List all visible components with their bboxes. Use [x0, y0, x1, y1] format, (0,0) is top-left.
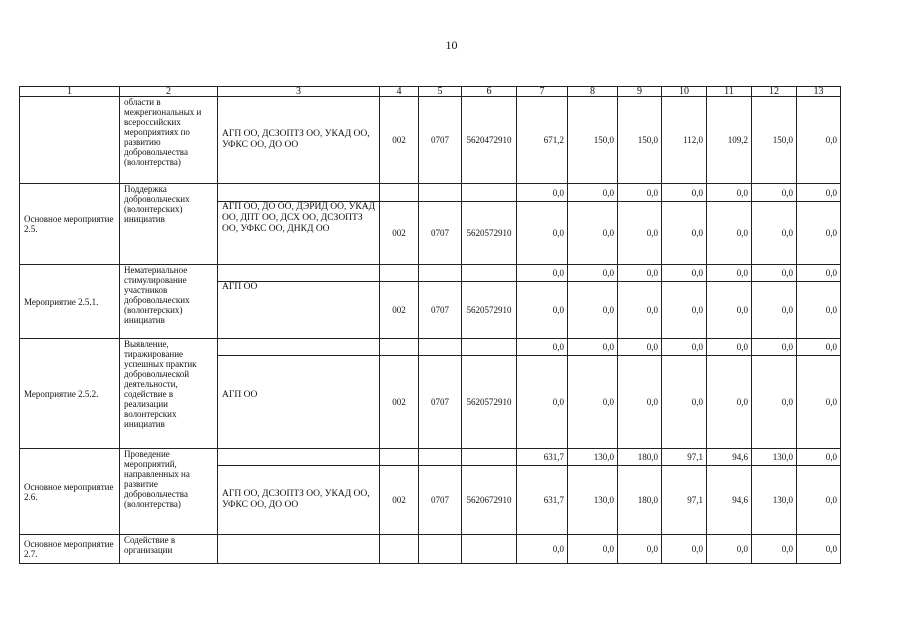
total-cell: 0,0 — [568, 265, 618, 282]
resp-cell: АГП ОО, ДСЗОПТЗ ОО, УКАД ОО, УФКС ОО, ДО ОО — [218, 466, 380, 535]
total-cell: 0,0 — [797, 184, 841, 202]
value-cell: 0,0 — [707, 282, 752, 339]
rzpr-cell: 0707 — [419, 202, 462, 265]
name-cell: Основное мероприятие 2.5. — [20, 184, 120, 265]
value-cell: 0,0 — [618, 282, 662, 339]
value-cell: 0,0 — [568, 535, 618, 564]
grbs-cell: 002 — [380, 202, 419, 265]
value-cell: 0,0 — [797, 202, 841, 265]
value-cell: 0,0 — [797, 356, 841, 449]
total-cell: 0,0 — [707, 265, 752, 282]
empty-cell — [380, 184, 419, 202]
empty-cell — [462, 535, 517, 564]
value-cell: 150,0 — [568, 97, 618, 184]
empty-cell — [462, 184, 517, 202]
value-cell: 0,0 — [752, 202, 797, 265]
empty-cell — [419, 535, 462, 564]
value-cell: 0,0 — [517, 535, 568, 564]
rzpr-cell: 0707 — [419, 356, 462, 449]
value-cell: 130,0 — [568, 466, 618, 535]
resp-cell: АГП ОО — [218, 282, 380, 339]
value-cell: 150,0 — [752, 97, 797, 184]
total-cell: 94,6 — [707, 449, 752, 466]
total-cell: 0,0 — [662, 184, 707, 202]
total-cell: 0,0 — [662, 339, 707, 356]
col-header: 13 — [797, 87, 841, 97]
total-cell: 631,7 — [517, 449, 568, 466]
resp-cell: АГП ОО, ДО ОО, ДЭРИД ОО, УКАД ОО, ДПТ ОО, ДСХ ОО, ДСЗОПТЗ ОО, УФКС ОО, ДНКД ОО — [218, 202, 380, 265]
col-header: 6 — [462, 87, 517, 97]
value-cell: 0,0 — [618, 202, 662, 265]
value-cell: 0,0 — [662, 356, 707, 449]
total-cell: 0,0 — [517, 184, 568, 202]
table-row — [20, 449, 841, 466]
empty-cell — [380, 535, 419, 564]
value-cell: 0,0 — [797, 97, 841, 184]
table-row — [20, 339, 841, 356]
value-cell: 0,0 — [707, 202, 752, 265]
grbs-cell: 002 — [380, 97, 419, 184]
value-cell: 180,0 — [618, 466, 662, 535]
col-header: 11 — [707, 87, 752, 97]
col-header: 4 — [380, 87, 419, 97]
value-cell: 0,0 — [752, 535, 797, 564]
empty-cell — [380, 339, 419, 356]
empty-cell — [218, 265, 380, 282]
value-cell: 631,7 — [517, 466, 568, 535]
csr-cell: 5620572910 — [462, 356, 517, 449]
empty-cell — [462, 339, 517, 356]
grbs-cell: 002 — [380, 356, 419, 449]
total-cell: 0,0 — [618, 184, 662, 202]
header-row — [20, 87, 841, 97]
empty-cell — [462, 265, 517, 282]
total-cell: 0,0 — [752, 339, 797, 356]
value-cell: 0,0 — [662, 202, 707, 265]
total-cell: 180,0 — [618, 449, 662, 466]
value-cell: 0,0 — [618, 356, 662, 449]
col-header: 9 — [618, 87, 662, 97]
empty-cell — [218, 449, 380, 466]
value-cell: 0,0 — [568, 282, 618, 339]
total-cell: 130,0 — [568, 449, 618, 466]
value-cell: 0,0 — [662, 282, 707, 339]
total-cell: 0,0 — [618, 339, 662, 356]
rzpr-cell: 0707 — [419, 466, 462, 535]
value-cell: 0,0 — [752, 282, 797, 339]
empty-cell — [419, 449, 462, 466]
col-header: 12 — [752, 87, 797, 97]
name-cell: Основное мероприятие 2.7. — [20, 535, 120, 564]
value-cell: 0,0 — [662, 535, 707, 564]
name-cell: Мероприятие 2.5.2. — [20, 339, 120, 449]
empty-cell — [218, 184, 380, 202]
total-cell: 0,0 — [797, 449, 841, 466]
value-cell: 0,0 — [707, 356, 752, 449]
desc-cell: Выявление, тиражирование успешных практик добровольческой деятельности, содействие в реализации волонтерских инициатив — [120, 339, 218, 449]
csr-cell: 5620672910 — [462, 466, 517, 535]
table-row — [20, 97, 841, 184]
table-row — [20, 535, 841, 564]
name-cell — [20, 97, 120, 184]
value-cell: 0,0 — [618, 535, 662, 564]
rzpr-cell: 0707 — [419, 97, 462, 184]
value-cell: 0,0 — [797, 466, 841, 535]
value-cell: 109,2 — [707, 97, 752, 184]
value-cell: 0,0 — [797, 282, 841, 339]
total-cell: 0,0 — [707, 339, 752, 356]
total-cell: 0,0 — [568, 339, 618, 356]
total-cell: 0,0 — [517, 339, 568, 356]
value-cell: 0,0 — [517, 356, 568, 449]
page-number: 10 — [445, 38, 458, 52]
value-cell: 130,0 — [752, 466, 797, 535]
value-cell: 671,2 — [517, 97, 568, 184]
total-cell: 97,1 — [662, 449, 707, 466]
total-cell: 0,0 — [618, 265, 662, 282]
empty-cell — [419, 339, 462, 356]
value-cell: 112,0 — [662, 97, 707, 184]
total-cell: 0,0 — [517, 265, 568, 282]
value-cell: 0,0 — [517, 202, 568, 265]
col-header: 5 — [419, 87, 462, 97]
empty-cell — [218, 339, 380, 356]
table-row — [20, 184, 841, 202]
value-cell: 0,0 — [517, 282, 568, 339]
desc-cell: Содействие в организации — [120, 535, 218, 564]
col-header: 2 — [120, 87, 218, 97]
total-cell: 0,0 — [797, 265, 841, 282]
total-cell: 0,0 — [568, 184, 618, 202]
col-header: 3 — [218, 87, 380, 97]
empty-cell — [380, 449, 419, 466]
csr-cell: 5620472910 — [462, 97, 517, 184]
value-cell: 0,0 — [568, 356, 618, 449]
desc-cell: Проведение мероприятий, направленных на развитие добровольчества (волонтерства) — [120, 449, 218, 535]
value-cell: 150,0 — [618, 97, 662, 184]
program-table — [19, 86, 841, 564]
col-header: 10 — [662, 87, 707, 97]
empty-cell — [380, 265, 419, 282]
empty-cell — [218, 535, 380, 564]
name-cell: Мероприятие 2.5.1. — [20, 265, 120, 339]
csr-cell: 5620572910 — [462, 282, 517, 339]
empty-cell — [419, 184, 462, 202]
table-row — [20, 265, 841, 282]
total-cell: 0,0 — [752, 184, 797, 202]
value-cell: 0,0 — [707, 535, 752, 564]
name-cell: Основное мероприятие 2.6. — [20, 449, 120, 535]
resp-cell: АГП ОО — [218, 356, 380, 449]
value-cell: 0,0 — [797, 535, 841, 564]
col-header: 8 — [568, 87, 618, 97]
col-header: 7 — [517, 87, 568, 97]
rzpr-cell: 0707 — [419, 282, 462, 339]
total-cell: 0,0 — [707, 184, 752, 202]
value-cell: 0,0 — [568, 202, 618, 265]
total-cell: 130,0 — [752, 449, 797, 466]
desc-cell: области в межрегиональных и всероссийских мероприятиях по развитию добровольчества (волонтерства) — [120, 97, 218, 184]
total-cell: 0,0 — [752, 265, 797, 282]
grbs-cell: 002 — [380, 466, 419, 535]
total-cell: 0,0 — [797, 339, 841, 356]
col-header: 1 — [20, 87, 120, 97]
csr-cell: 5620572910 — [462, 202, 517, 265]
value-cell: 0,0 — [752, 356, 797, 449]
empty-cell — [419, 265, 462, 282]
desc-cell: Поддержка добровольческих (волонтерских) инициатив — [120, 184, 218, 265]
grbs-cell: 002 — [380, 282, 419, 339]
empty-cell — [462, 449, 517, 466]
desc-cell: Нематериальное стимулирование участников добровольческих (волонтерских) инициатив — [120, 265, 218, 339]
value-cell: 94,6 — [707, 466, 752, 535]
total-cell: 0,0 — [662, 265, 707, 282]
value-cell: 97,1 — [662, 466, 707, 535]
resp-cell: АГП ОО, ДСЗОПТЗ ОО, УКАД ОО, УФКС ОО, ДО ОО — [218, 97, 380, 184]
